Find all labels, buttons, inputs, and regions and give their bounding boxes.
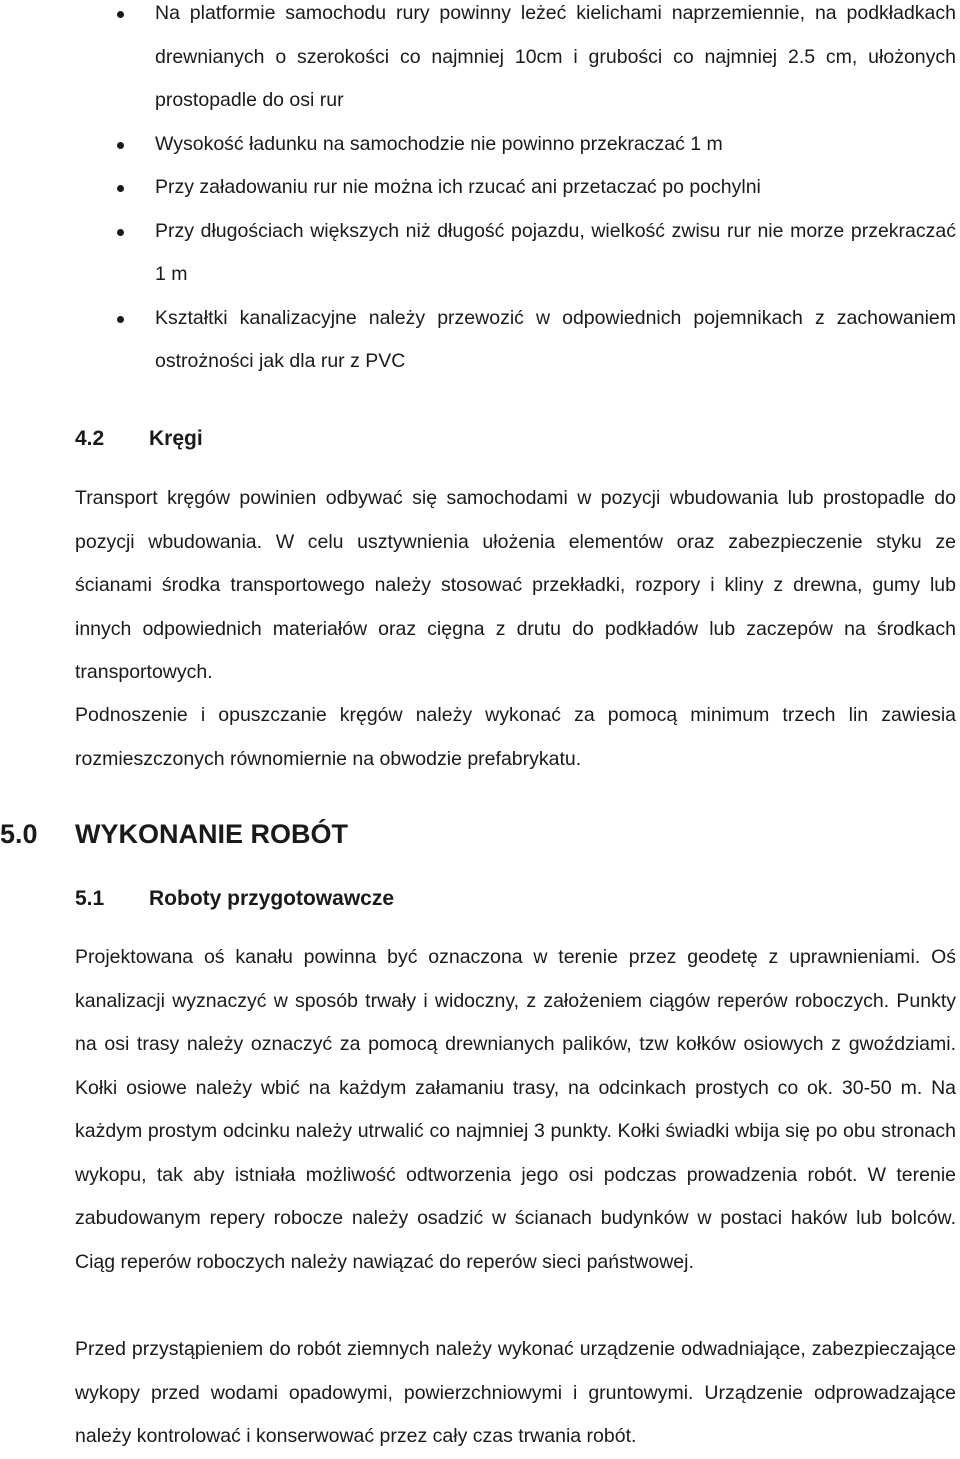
- heading-4-2: [75, 424, 203, 454]
- bullet-item: Przy długościach większych niż długość pojazdu, wielkość zwisu rur nie morze przekraczać 1 m: [0, 210, 960, 297]
- heading-number: 4.2: [75, 427, 105, 450]
- heading-title: WYKONANIE ROBÓT: [75, 819, 348, 849]
- heading-number: 5.1: [75, 887, 105, 910]
- paragraph: Przed przystąpieniem do robót ziemnych należy wykonać urządzenie odwadniające, zabezpieczające wykopy przed wodami opadowymi, powierzchniowymi i gruntowymi. Urządzenie odprowadzające należy kontrolować i konserwować przez cały czas trwania robót.: [75, 1338, 956, 1447]
- heading-5-0: [0, 816, 348, 852]
- bullet-item: Na platformie samochodu rury powinny leżeć kielichami naprzemiennie, na podkładkach drewnianych o szerokości co najmniej 10cm i grubości co najmniej 2.5 cm, ułożonych prostopadle do osi rur: [0, 0, 960, 123]
- paragraph: Projektowana oś kanału powinna być oznaczona w terenie przez geodetę z uprawnieniami. Oś kanalizacji wyznaczyć w sposób trwały i widoczny, z założeniem ciągów reperów roboczych. Punkty na osi trasy należy oznaczyć za pomocą drewnianych palików, tzw kołków osiowych z gwoździami. Kołki osiowe należy wbić na każdym załamaniu trasy, na odcinkach prostych co ok. 30-50 m. Na każdym prostym odcinku należy utrwalić co najmniej 3 punkty. Kołki świadki wbija się po obu stronach wykopu, tak aby istniała możliwość odtworzenia jego osi podczas prowadzenia robót. W terenie zabudowanym repery robocze należy osadzić w ścianach budynków w postaci haków lub bolców. Ciąg reperów roboczych należy nawiązać do reperów sieci państwowej.: [75, 946, 956, 1273]
- heading-title: Roboty przygotowawcze: [149, 887, 395, 910]
- bullet-item: Wysokość ładunku na samochodzie nie powinno przekraczać 1 m: [0, 123, 960, 167]
- bullet-item: Kształtki kanalizacyjne należy przewozić w odpowiednich pojemnikach z zachowaniem ostrożności jak dla rur z PVC: [0, 297, 960, 384]
- heading-5-1: [75, 884, 394, 914]
- paragraph: Podnoszenie i opuszczanie kręgów należy wykonać za pomocą minimum trzech lin zawiesia rozmieszczonych równomiernie na obwodzie prefabrykatu.: [75, 704, 956, 770]
- heading-title: Kręgi: [149, 427, 203, 450]
- heading-number: 5.0: [0, 819, 38, 849]
- paragraph: Transport kręgów powinien odbywać się samochodami w pozycji wbudowania lub prostopadle do pozycji wbudowania. W celu usztywnienia ułożenia elementów oraz zabezpieczenie styku ze ścianami środka transportowego należy stosować przekładki, rozpory i kliny z drewna, gumy lub innych odpowiednich materiałów oraz cięgna z drutu do podkładów lub zaczepów na środkach transportowych.: [75, 487, 956, 683]
- bullet-item: Przy załadowaniu rur nie można ich rzucać ani przetaczać po pochylni: [0, 166, 960, 210]
- transport-bullet-list: [0, 0, 960, 384]
